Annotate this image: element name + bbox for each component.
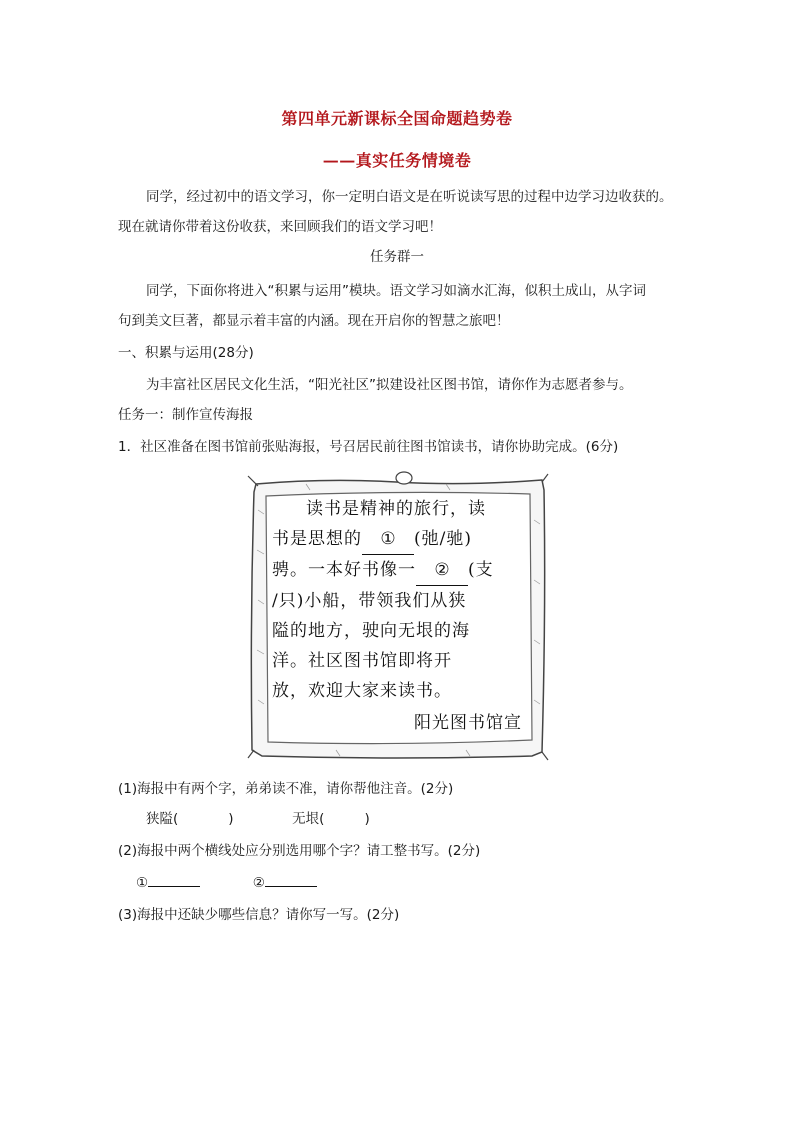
pinyin-row: 狭隘( ) 无垠( )	[146, 811, 370, 827]
context-paragraph: 为丰富社区居民文化生活，“阳光社区”拟建设社区图书馆，请你作为志愿者参与。	[146, 377, 633, 393]
page-subtitle: ——真实任务情境卷	[322, 151, 472, 170]
pin-icon	[396, 472, 412, 484]
group-intro-line1: 同学，下面你将进入“积累与运用”模块。语文学习如滴水汇海，似积土成山，从字词	[146, 283, 646, 299]
pinyin-word-2: 无垠(	[292, 811, 325, 827]
answer-line-1[interactable]	[148, 872, 200, 887]
poster-line-6: 洋。社区图书馆即将开	[272, 651, 452, 671]
intro-paragraph-line1: 同学，经过初中的语文学习，你一定明白语文是在听说读写思的过程中边学习边收获的。	[146, 189, 673, 205]
answer-line-2[interactable]	[265, 872, 317, 887]
answer-mark-2: ②	[252, 875, 265, 891]
poster-line-5: 隘的地方，驶向无垠的海	[272, 621, 470, 641]
answer-row	[136, 870, 317, 896]
poster-line-7: 放，欢迎大家来读书。	[272, 681, 452, 701]
poster-text	[272, 494, 522, 738]
task-group-heading: 任务群一	[370, 249, 424, 265]
poster-blank-1: ①	[362, 524, 414, 555]
answer-mark-1: ①	[136, 875, 149, 891]
intro-paragraph-line2: 现在就请你带着这份收获，来回顾我们的语文学习吧！	[118, 219, 442, 235]
task-one-heading: 任务一：制作宣传海报	[118, 407, 253, 423]
sub-question-3: (3)海报中还缺少哪些信息？请你写一写。(2分)	[118, 907, 400, 923]
question-1: 1．社区准备在图书馆前张贴海报，号召居民前往图书馆读书，请你协助完成。(6分)	[118, 439, 619, 455]
poster-blank-2: ②	[416, 555, 468, 586]
pinyin-word-1: 狭隘(	[146, 811, 179, 827]
poster-line-4: /只)小船，带领我们从狭	[272, 591, 467, 611]
poster-line-1: 读书是精神的旅行，读	[306, 499, 486, 519]
poster-line-3: 骋。一本好书像一 ② (支	[272, 555, 522, 586]
poster-signature: 阳光图书馆宣	[414, 713, 522, 733]
library-poster	[246, 470, 550, 762]
page-title: 第四单元新课标全国命题趋势卷	[281, 109, 513, 128]
poster-line-2: 书是思想的 ① (弛/驰)	[272, 524, 522, 555]
sub-question-2: (2)海报中两个横线处应分别选用哪个字？请工整书写。(2分)	[118, 843, 481, 859]
group-intro-line2: 句到美文巨著，都显示着丰富的内涵。现在开启你的智慧之旅吧！	[118, 313, 510, 329]
sub-question-1: (1)海报中有两个字，弟弟读不准，请你帮他注音。(2分)	[118, 781, 454, 797]
section-heading: 一、积累与运用(28分)	[118, 345, 254, 361]
